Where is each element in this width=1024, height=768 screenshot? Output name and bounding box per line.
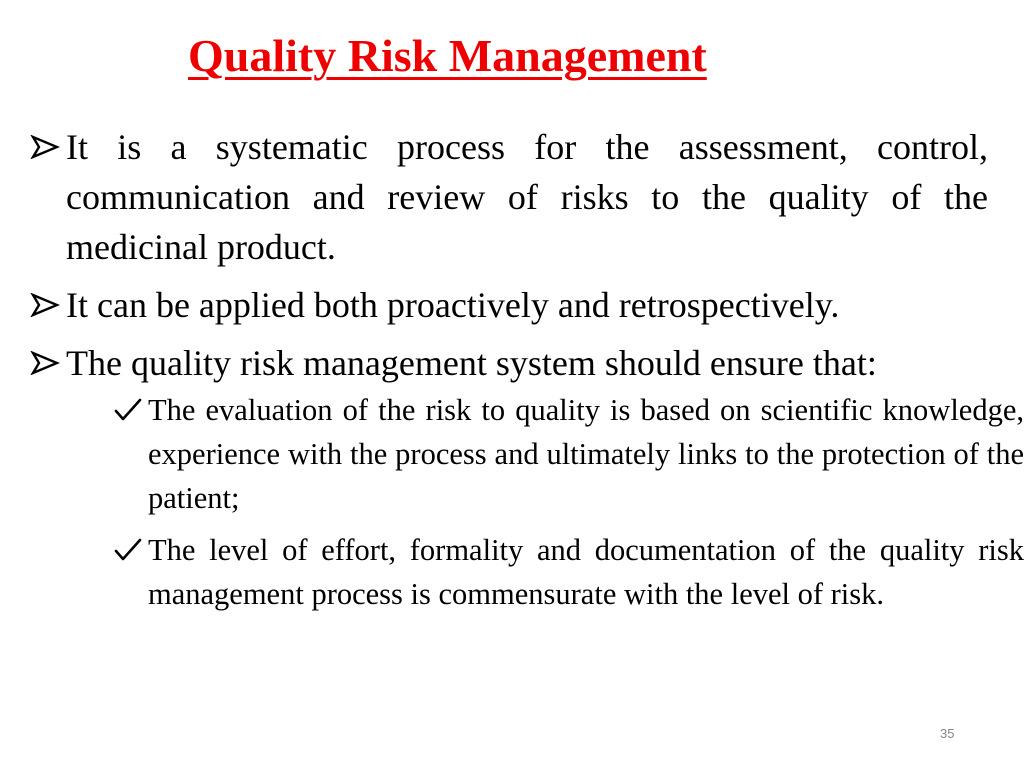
page-number: 35	[940, 726, 955, 741]
sub-bullet-list	[112, 388, 1024, 616]
bullet-item	[30, 122, 988, 272]
bullet-text: The quality risk management system should ensure that:	[66, 343, 877, 383]
sub-bullet-text: The evaluation of the risk to quality is based on scientific knowledge, experience with the process and ultimately links to the protection of the patient;	[148, 393, 1024, 515]
bullet-item	[30, 338, 1024, 616]
sub-bullet-text: The level of effort, formality and documentation of the quality risk management process is commensurate with the level of risk.	[148, 533, 1024, 611]
slide-title: Quality Risk Management	[188, 30, 707, 81]
arrow-bullet-icon	[30, 338, 62, 388]
arrow-bullet-icon	[30, 280, 62, 330]
sub-bullet-item	[112, 388, 1024, 520]
checkmark-icon	[112, 528, 146, 572]
checkmark-icon	[112, 388, 146, 432]
bullet-list	[30, 122, 1024, 624]
arrow-bullet-icon	[30, 122, 62, 172]
bullet-item	[30, 280, 988, 330]
bullet-text: It can be applied both proactively and retrospectively.	[66, 285, 840, 325]
bullet-text: It is a systematic process for the assessment, control, communication and review of risks to the quality of the medicinal product.	[66, 127, 988, 267]
sub-bullet-item	[112, 528, 1024, 616]
